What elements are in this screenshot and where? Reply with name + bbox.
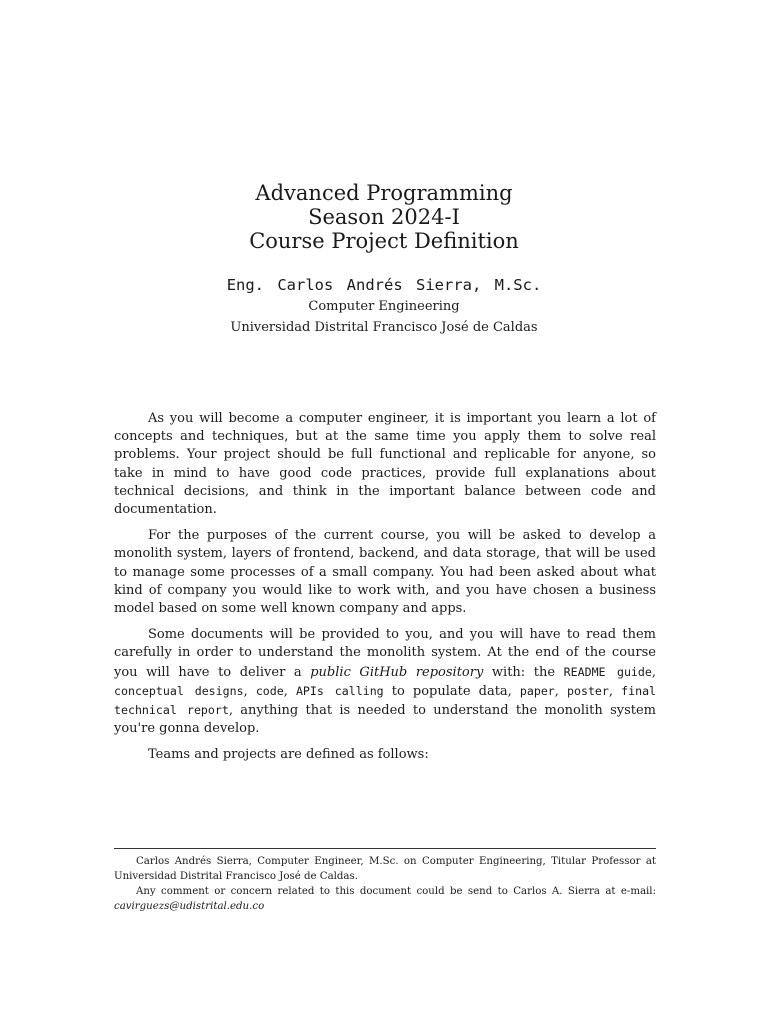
paragraph-deliverables (114, 626, 656, 738)
deliverables-populate: to populate data, (383, 683, 520, 699)
sep: , (651, 664, 657, 680)
document-body (114, 410, 656, 773)
sep: , (283, 683, 296, 699)
report-term: final technical report (114, 683, 657, 718)
paper-term: paper (519, 683, 555, 698)
deliverables-with: with: the (483, 664, 564, 680)
document-title: Course Project Definition (249, 229, 519, 253)
footnote-divider (114, 848, 656, 849)
title-block (0, 181, 768, 337)
code-term: code (255, 683, 284, 698)
author-name: Eng. Carlos Andrés Sierra, M.Sc. (226, 276, 542, 294)
paragraph-intro: As you will become a computer engineer, it is important you learn a lot of concepts and techniques, but at the same time you apply them to solve real problems. Your project should be full functional and replicable for anyone, so take in mind to have good code practices, provide full explanations about technical decisions, and think in the important balance between code and documentation. (114, 411, 656, 518)
poster-term: poster (567, 683, 609, 698)
paragraph-teams: Teams and projects are defined as follows: (148, 747, 429, 763)
apis-term: APIs calling (295, 683, 384, 698)
footnote-contact-text: Any comment or concern related to this document could be send to Carlos A. Sierra at e-mail: (136, 886, 656, 897)
designs-term: conceptual designs (114, 683, 244, 698)
sep: , (608, 683, 622, 699)
course-title: Advanced Programming (255, 181, 513, 205)
sep: , (554, 683, 568, 699)
readme-term: README guide (563, 664, 652, 679)
paragraph-purpose: For the purposes of the current course, you will be asked to develop a monolith system, layers of frontend, backend, and data storage, that will be used to manage some processes of a small company. You had been asked about what kind of company you would like to work with, and you have chosen a business model based on some well known company and apps. (114, 528, 656, 617)
season: Season 2024-I (308, 205, 460, 229)
footnote-author: Carlos Andrés Sierra, Computer Engineer, M.Sc. on Computer Engineering, Titular Professor at Universidad Distrital Francisco José de Caldas. (114, 856, 656, 882)
author-department: Computer Engineering (308, 299, 460, 314)
contact-email: cavirguezs@udistrital.edu.co (114, 901, 265, 912)
footnote-contact (114, 884, 656, 914)
sep: , (243, 683, 256, 699)
deliverables-intro: Some documents will be provided to you, and you will have to read them carefully in order to understand the monolith system. At the end of the course you will have to deliver a (114, 627, 656, 680)
footnotes (114, 854, 656, 914)
deliverables-outro: , anything that is needed to understand the monolith system you're gonna develop. (114, 703, 656, 737)
github-repo-text: public GitHub repository (310, 664, 484, 680)
author-university: Universidad Distrital Francisco José de Caldas (230, 320, 538, 335)
